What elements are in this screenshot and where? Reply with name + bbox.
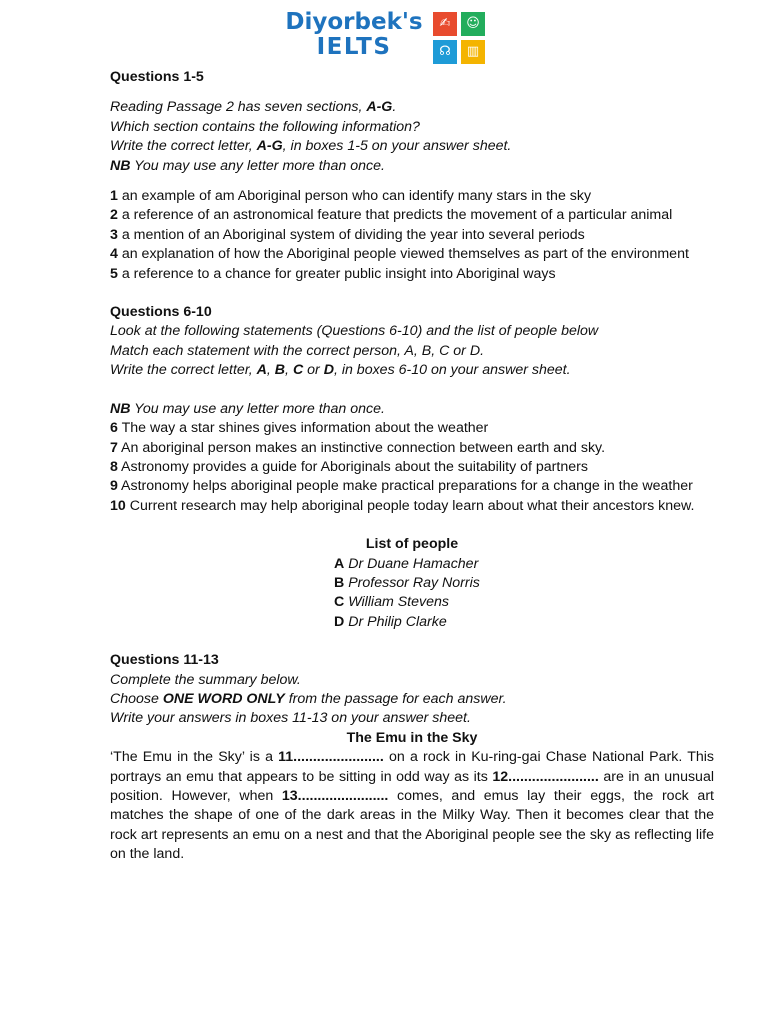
brand-line2: IELTS	[316, 34, 392, 60]
brand-line1: Diyorbek's	[285, 9, 423, 35]
nb-note: NB You may use any letter more than once.	[110, 400, 385, 417]
instruction: Match each statement with the correct person, A, B, C or D.	[110, 342, 485, 359]
nb-note: NB You may use any letter more than once.	[110, 157, 385, 174]
person-item: C William Stevens	[334, 594, 449, 611]
listening-icon: ☊	[433, 40, 457, 64]
writing-icon: ✍	[433, 12, 457, 36]
section-title-q11-13: Questions 11-13	[110, 652, 219, 669]
instruction: Complete the summary below.	[110, 671, 301, 688]
instruction: Write the correct letter, A-G, in boxes 1-5 on your answer sheet.	[110, 138, 512, 155]
instruction: Which section contains the following information?	[110, 118, 420, 135]
question-item: 6 The way a star shines gives information about the weather	[110, 420, 489, 437]
answer-blank-12: 12.......................	[492, 768, 599, 785]
skill-tiles	[433, 12, 487, 66]
question-item: 5 a reference to a chance for greater public insight into Aboriginal ways	[110, 265, 556, 282]
summary-text: ‘The Emu in the Sky’ is a 11....................... on a rock in Ku-ring-gai Chase National Park. This portrays an emu that appears to be sitting in odd way as its 12....................... are in an unusual position. However, when 13....................... comes, and emus lay their eggs, the rock art matches the shape of one of the dark areas in the Milky Way. Then it becomes clear that the rock art represents an emu on a nest and that the Aboriginal people see the sky as reflecting life on the land.	[110, 749, 715, 863]
section-title-q1-5: Questions 1-5	[110, 69, 204, 85]
question-item: 7 An aboriginal person makes an instinctive connection between earth and sky.	[110, 439, 606, 456]
person-item: A Dr Duane Hamacher	[334, 555, 479, 572]
section-title-q6-10: Questions 6-10	[110, 304, 212, 321]
instruction: Write the correct letter, A, B, C or D, in boxes 6-10 on your answer sheet.	[110, 362, 571, 379]
instruction: Look at the following statements (Questions 6-10) and the list of people below	[110, 323, 599, 340]
question-item: 9 Astronomy helps aboriginal people make practical preparations for a change in the weather	[110, 478, 693, 495]
question-item: 1 an example of am Aboriginal person who can identify many stars in the sky	[110, 188, 592, 205]
brand-name	[280, 10, 428, 60]
list-title: List of people	[365, 536, 459, 553]
question-item: 2 a reference of an astronomical feature that predicts the movement of a particular animal	[110, 207, 673, 224]
question-item: 8 Astronomy provides a guide for Aboriginals about the suitability of partners	[110, 458, 588, 475]
logo	[280, 8, 490, 68]
answer-blank-13: 13.......................	[281, 788, 389, 804]
answer-blank-11: 11.......................	[278, 749, 384, 766]
reading-icon: ▥	[461, 40, 485, 64]
question-item: 10 Current research may help aboriginal people today learn about what their ancestors knew.	[110, 497, 695, 514]
person-item: D Dr Philip Clarke	[334, 613, 447, 630]
instruction: Choose ONE WORD ONLY from the passage for each answer.	[110, 690, 507, 707]
summary-title: The Emu in the Sky	[346, 729, 478, 746]
people-list	[110, 555, 714, 633]
instruction: Write your answers in boxes 11-13 on your answer sheet.	[110, 710, 471, 727]
person-item: B Professor Ray Norris	[334, 574, 480, 591]
instruction: Reading Passage 2 has seven sections, A-G.	[110, 99, 397, 116]
question-item: 3 a mention of an Aboriginal system of dividing the year into several periods	[110, 226, 585, 243]
speaking-icon: ☺	[461, 12, 485, 36]
question-item: 4 an explanation of how the Aboriginal people viewed themselves as part of the environment	[110, 246, 689, 263]
worksheet	[110, 68, 714, 865]
